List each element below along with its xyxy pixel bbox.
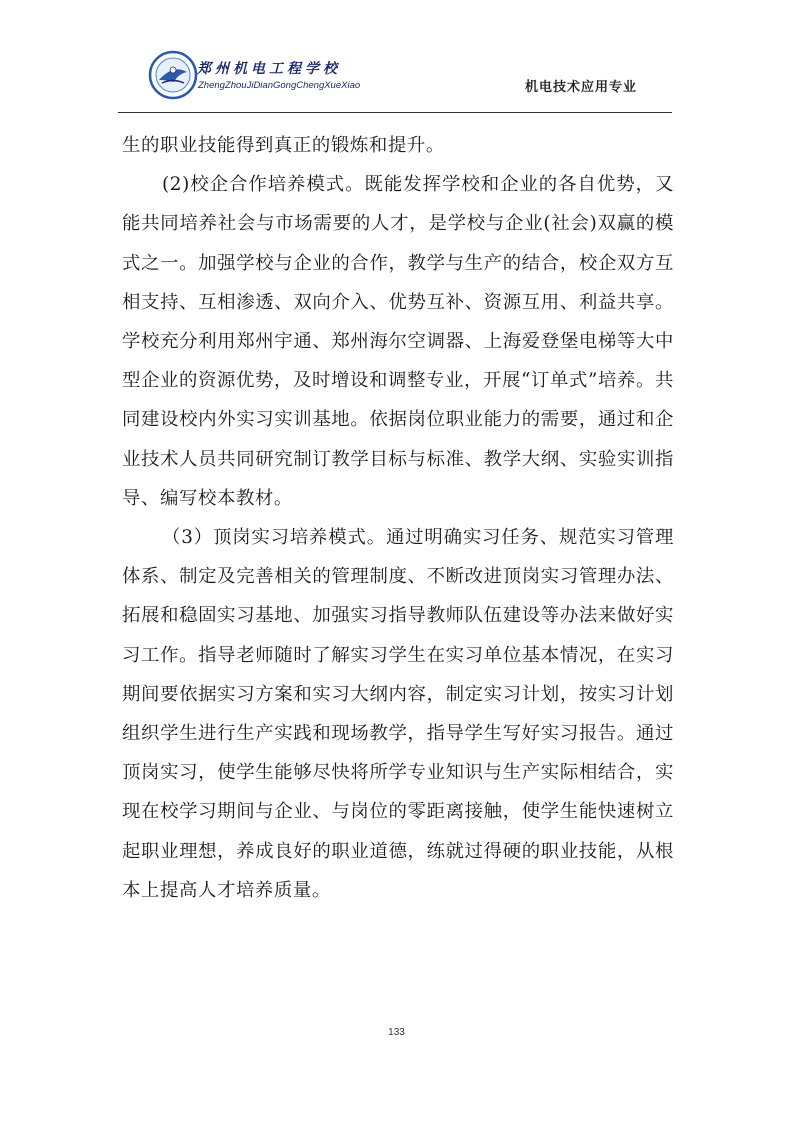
school-name-en: ZhengZhouJiDianGongChengXueXiao [198,80,361,91]
page-header [0,0,793,120]
header-divider [118,112,672,113]
department-title: 机电技术应用专业 [525,80,638,95]
document-body [122,126,674,910]
school-name-cn: 郑州机电工程学校 [197,61,341,77]
paragraph-continuation: 生的职业技能得到真正的锻炼和提升。 [122,135,445,156]
page-number: 133 [388,1027,405,1038]
paragraph-internship-model: （3）顶岗实习培养模式。通过明确实习任务、规范实习管理体系、制定及完善相关的管理制度、不断改进顶岗实习管理办法、拓展和稳固实习基地、加强实习指导教师队伍建设等办法来做好实习工作。指导老师随时了解实习学生在实习单位基本情况，在实习期间要依据实习方案和实习大纲内容，制定实习计划，按实习计划组织学生进行生产实践和现场教学，指导学生写好实习报告。通过顶岗实习，使学生能够尽快将所学专业知识与生产实际相结合，实现在校学习期间与企业、与岗位的零距离接触，使学生能快速树立起职业理想，养成良好的职业道德，练就过得硬的职业技能，从根本上提高人才培养质量。 [122,527,674,901]
paragraph-school-enterprise-model: (2)校企合作培养模式。既能发挥学校和企业的各自优势，又能共同培养社会与市场需要的人才，是学校与企业(社会)双赢的模式之一。加强学校与企业的合作，教学与生产的结合，校企双方互相支持、互相渗透、双向介入、优势互补、资源互用、利益共享。学校充分利用郑州宇通、郑州海尔空调器、上海爱登堡电梯等大中型企业的资源优势，及时增设和调整专业，开展“订单式”培养。共同建设校内外实习实训基地。依据岗位职业能力的需要，通过和企业技术人员共同研究制订教学目标与标准、教学大纲、实验实训指导、编写校本教材。 [122,174,674,509]
school-emblem-icon [148,50,198,100]
